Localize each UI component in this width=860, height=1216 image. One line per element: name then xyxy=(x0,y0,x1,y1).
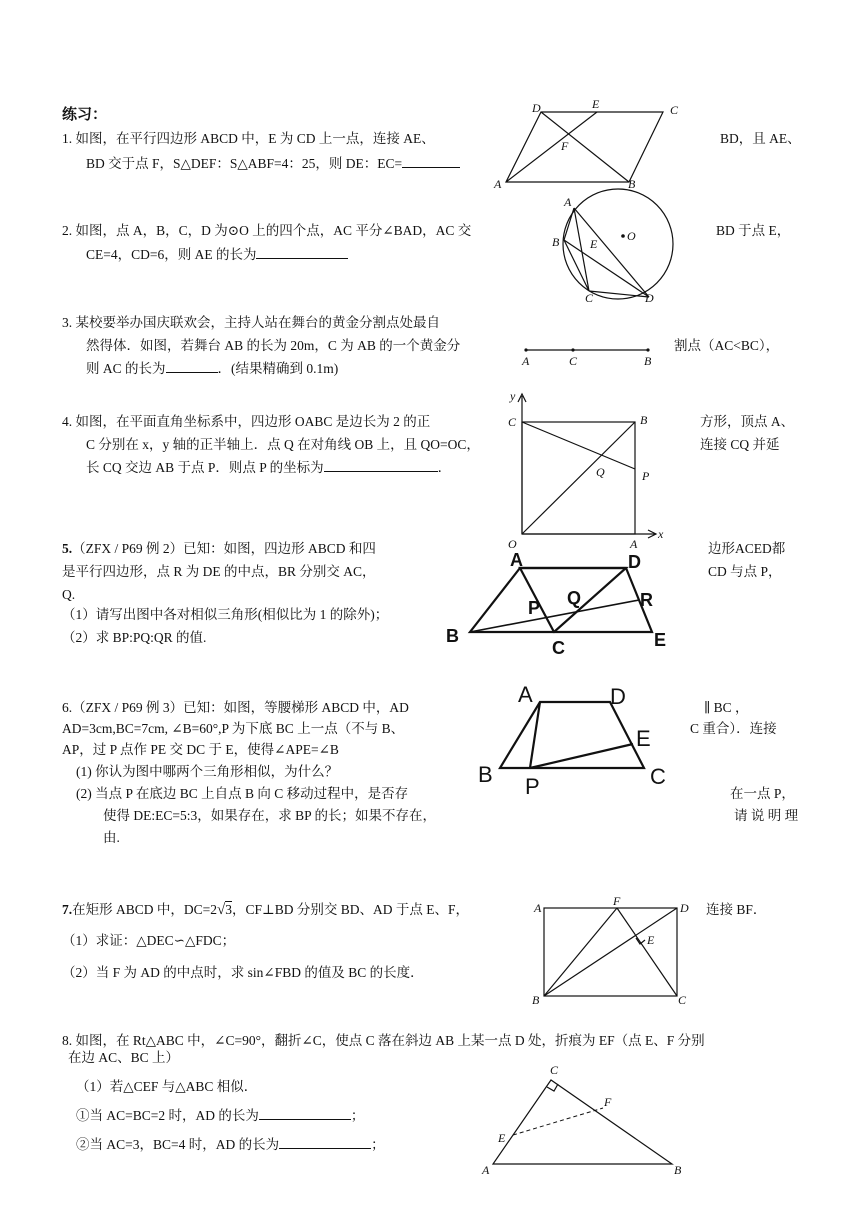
q2-line1: 2. 如图，点 A，B，C，D 为⊙O 上的四个点，AC 平分∠BAD，AC 交 xyxy=(62,223,472,238)
q6-label-p: P xyxy=(525,774,540,799)
q6-trapezoid-diagram xyxy=(474,680,674,798)
q4-label-b: B xyxy=(640,413,648,427)
exercise-heading: 练习： xyxy=(62,107,108,123)
q5-line3: Q. xyxy=(62,587,76,602)
q6-line2-right: C 重合）．连接 xyxy=(690,721,777,736)
q8-label-b: B xyxy=(674,1163,682,1177)
q7-segment-cf xyxy=(617,908,677,996)
q3-segment-diagram xyxy=(518,340,658,370)
q3-label-b: B xyxy=(644,354,652,368)
q3-answer-blank[interactable] xyxy=(166,358,218,373)
q7-label-d: D xyxy=(680,901,689,915)
q1-label-e: E xyxy=(592,97,600,111)
q6-line3: AP，过 P 点作 PE 交 DC 于 E，使得∠APE=∠B xyxy=(62,742,339,757)
q5-label-r: R xyxy=(640,590,653,610)
q8-label-f: F xyxy=(604,1095,612,1109)
q6-label-b: B xyxy=(478,762,493,787)
q5-sub2: （2）求 BP:PQ:QR 的值. xyxy=(62,630,207,645)
q4-answer-blank[interactable] xyxy=(324,457,438,472)
q5-label-a: A xyxy=(510,550,523,570)
q4-coordinate-diagram xyxy=(500,386,670,552)
q5-parallelograms-diagram xyxy=(444,552,680,660)
q6-sub2-line2: 使得 DE:EC=5:3，如果存在，求 BP 的长；如果不存在， xyxy=(103,808,436,823)
q2-label-c: C xyxy=(585,291,594,305)
q6-label-c: C xyxy=(650,764,666,789)
q4-label-a: A xyxy=(630,537,638,551)
q4-figure xyxy=(500,386,670,552)
q2-center-point xyxy=(621,234,625,238)
q1-segment-ae xyxy=(506,112,597,182)
q5-segment-br xyxy=(470,600,639,632)
q2-answer-blank[interactable] xyxy=(256,244,348,259)
q1-line2-text: BD 交于点 F，S△DEF：S△ABF=4：25，则 DE：EC= xyxy=(86,156,403,171)
q1-line2 xyxy=(86,153,460,175)
q4-line3-tail: ． xyxy=(437,460,452,475)
q3-line1: 3. 某校要举办国庆联欢会，主持人站在舞台的黄金分割点处最自 xyxy=(62,315,440,330)
q2-line2-text: CE=4，CD=6，则 AE 的长为 xyxy=(86,247,257,262)
q1-figure xyxy=(488,96,688,192)
q7-diagonal-bd xyxy=(544,908,677,996)
q7-sub1: （1）求证：△DEC∽△FDC； xyxy=(62,933,236,948)
q6-sub2-right: 在一点 P， xyxy=(730,786,795,801)
q8-sub3-tail: ； xyxy=(371,1137,385,1152)
q7-label-e: E xyxy=(647,933,655,947)
q4-label-o: O xyxy=(508,537,517,551)
q3-label-a: A xyxy=(522,354,530,368)
q2-label-a: A xyxy=(564,195,572,209)
q8-triangle-diagram xyxy=(478,1060,688,1180)
q7-sqrt xyxy=(217,902,232,917)
q4-label-p: P xyxy=(642,469,650,483)
q7-label-b: B xyxy=(532,993,540,1007)
q6-sub2-line2-right: 请 说 明 理 xyxy=(734,808,799,823)
q1-parallelogram-diagram xyxy=(488,96,688,192)
q3-line3-text: 则 AC 的长为 xyxy=(86,361,166,376)
q1-line1: 1. 如图，在平行四边形 ABCD 中，E 为 CD 上一点，连接 AE、 xyxy=(62,131,435,146)
q6-line2: AD=3cm,BC=7cm, ∠B=60°,P 为下底 BC 上一点（不与 B、 xyxy=(62,721,405,736)
q7-label-a: A xyxy=(534,901,542,915)
q5-number: 5. xyxy=(62,541,73,556)
q1-label-d: D xyxy=(532,101,541,115)
q4-line1: 4. 如图，在平面直角坐标系中，四边形 OABC 是边长为 2 的正 xyxy=(62,414,431,429)
q8-answer-blank-1[interactable] xyxy=(259,1105,351,1120)
q6-label-e: E xyxy=(636,726,651,751)
q8-sub3 xyxy=(76,1134,385,1156)
q2-line2 xyxy=(86,244,348,266)
q3-line2: 然得体．如图，若舞台 AB 的长为 20m，C 为 AB 的一个黄金分 xyxy=(86,338,461,353)
q4-line2-right: 连接 CQ 并延 xyxy=(700,437,780,452)
q8-sub1: （1）若△CEF 与△ABC 相似． xyxy=(76,1079,258,1094)
q4-line1-right: 方形，顶点 A、 xyxy=(700,414,795,429)
q1-label-c: C xyxy=(670,103,679,117)
q3-figure xyxy=(518,340,658,370)
q8-sub2 xyxy=(76,1105,364,1127)
q8-sub2-text: ①当 AC=BC=2 时，AD 的长为 xyxy=(76,1108,259,1123)
q5-line1-text: （ZFX / P69 例 2）已知：如图，四边形 ABCD 和四 xyxy=(72,541,376,556)
q8-sub3-text: ②当 AC=3，BC=4 时，AD 的长为 xyxy=(76,1137,280,1152)
q7-sub2: （2）当 F 为 AD 的中点时，求 sin∠FBD 的值及 BC 的长度． xyxy=(62,965,424,980)
q7-label-c: C xyxy=(678,993,687,1007)
q5-sub1: （1）请写出图中各对相似三角形(相似比为 1 的除外)； xyxy=(62,607,389,622)
q7-line1 xyxy=(62,899,469,921)
q6-line1-right: ∥ BC ， xyxy=(704,700,749,715)
q5-line1-right: 边形ACED都 xyxy=(708,541,786,556)
q7-segment-bf xyxy=(544,908,617,996)
q6-segment-pe xyxy=(530,744,633,768)
q8-triangle-abc xyxy=(493,1080,672,1164)
q6-line1: 6.（ZFX / P69 例 3）已知：如图，等腰梯形 ABCD 中，AD xyxy=(62,700,409,715)
q2-figure xyxy=(552,186,682,304)
q4-line3 xyxy=(86,457,451,479)
q6-label-a: A xyxy=(518,682,533,707)
q2-label-d: D xyxy=(645,291,654,305)
q8-figure xyxy=(478,1060,688,1180)
q1-segment-bd xyxy=(541,112,629,182)
q4-label-c: C xyxy=(508,415,517,429)
q7-line1-text: 在矩形 ABCD 中，DC=2 xyxy=(72,902,217,917)
q3-line3-tail: ．(结果精确到 0.1m) xyxy=(217,361,339,376)
q1-answer-blank[interactable] xyxy=(402,153,460,168)
q7-rectangle-diagram xyxy=(528,894,698,1008)
q4-label-q: Q xyxy=(596,465,605,479)
q1-label-b: B xyxy=(628,177,636,191)
q3-label-c: C xyxy=(569,354,578,368)
q2-line1-right: BD 于点 E， xyxy=(716,223,791,238)
q7-label-f: F xyxy=(613,894,621,908)
q4-segment-cp xyxy=(522,422,635,469)
q5-line2: 是平行四边形，点 R 为 DE 的中点，BR 分别交 AC， xyxy=(62,564,376,579)
q5-label-d: D xyxy=(628,552,641,572)
q4-line3-text: 长 CQ 交边 AB 于点 P．则点 P 的坐标为 xyxy=(86,460,324,475)
q4-label-y: y xyxy=(510,389,516,403)
q7-sqrt-icon: √ xyxy=(217,902,226,918)
q2-label-o: O xyxy=(627,229,636,243)
q5-label-c: C xyxy=(552,638,565,658)
q6-label-d: D xyxy=(610,684,626,709)
q5-label-q: Q xyxy=(567,588,582,608)
q3-line3 xyxy=(86,358,338,380)
q7-line1-right: 连接 BF． xyxy=(706,902,767,917)
q2-label-e: E xyxy=(590,237,598,251)
q3-point-a xyxy=(524,348,527,351)
q3-line2-right: 割点（AC<BC）， xyxy=(674,338,780,353)
q6-figure xyxy=(474,680,674,798)
q3-point-c xyxy=(571,348,574,351)
q2-label-b: B xyxy=(552,235,560,249)
q7-line1-mid: ，CF⊥BD 分别交 BD、AD 于点 E、F， xyxy=(231,902,469,917)
q1-label-a: A xyxy=(494,177,502,191)
q5-line1 xyxy=(62,538,376,560)
q7-sqrt-value: 3 xyxy=(225,902,232,917)
q5-label-e: E xyxy=(654,630,667,650)
q5-figure xyxy=(444,552,680,660)
q2-circle-o xyxy=(563,189,673,299)
q8-fold-line-ef xyxy=(513,1108,603,1135)
q7-number: 7. xyxy=(62,902,73,917)
q5-label-p: P xyxy=(528,598,541,618)
q4-diagonal-ob xyxy=(522,422,635,534)
q2-segment-bd xyxy=(564,240,649,297)
q6-sub2: (2) 当点 P 在底边 BC 上自点 B 向 C 移动过程中，是否存 xyxy=(76,786,409,801)
q6-sub2-line3: 由. xyxy=(103,830,120,845)
q5-label-b: B xyxy=(446,626,459,646)
q5-line2-right: CD 与点 P， xyxy=(708,564,782,579)
q1-line1-right: BD，且 AE、 xyxy=(720,131,801,146)
q6-sub1: (1) 你认为图中哪两个三角形相似，为什么？ xyxy=(76,764,339,779)
q2-segment-ac xyxy=(574,208,589,291)
q7-figure xyxy=(528,894,698,1008)
q8-sub2-tail: ； xyxy=(350,1108,365,1123)
q2-segment-ab xyxy=(564,208,574,240)
q8-line2: 在边 AC、BC 上） xyxy=(68,1050,180,1065)
q2-circle-diagram xyxy=(552,186,682,304)
q8-label-c: C xyxy=(550,1063,559,1077)
q8-label-e: E xyxy=(498,1131,506,1145)
q8-right-angle-mark xyxy=(547,1084,558,1091)
q1-label-f: F xyxy=(561,139,569,153)
q3-point-b xyxy=(646,348,649,351)
q4-line2: C 分别在 x，y 轴的正半轴上．点 Q 在对角线 OB 上，且 QO=OC， xyxy=(86,437,480,452)
q8-label-a: A xyxy=(482,1163,490,1177)
q4-label-x: x xyxy=(658,527,664,541)
q8-answer-blank-2[interactable] xyxy=(279,1134,371,1149)
q8-line1: 8. 如图，在 Rt△ABC 中，∠C=90°，翻折∠C，使点 C 落在斜边 AB 上某一点 D 处，折痕为 EF（点 E、F 分别 xyxy=(62,1033,705,1048)
